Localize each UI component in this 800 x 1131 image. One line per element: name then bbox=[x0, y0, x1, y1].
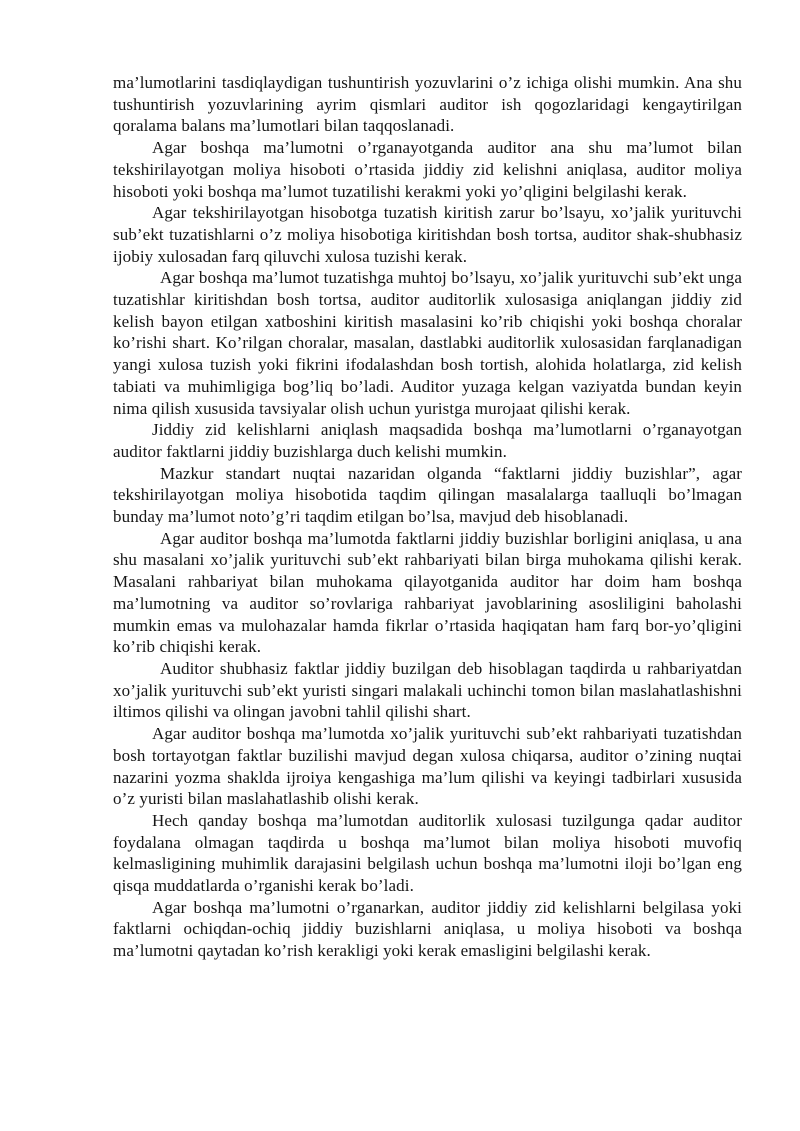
paragraph-7: Agar auditor boshqa ma’lumotda faktlarni jiddiy buzishlar borligini aniqlasa, u ana shu masalani xo’jalik yurituvchi sub’ekt rahbariyati bilan birga muhokama qilishi kerak. Masalani rahbariyat bilan muhokama qilayotganida auditor har doim ham boshqa ma’lumotning va auditor so’rovlariga rahbariyat javoblarining asosliligini baholashi mumkin emas va mulohazalar hamda fikrlar o’rtasida haqiqatan ham farq bor-yo’qligini ko’rib chiqishi kerak. bbox=[113, 528, 742, 657]
paragraph-11: Agar boshqa ma’lumotni o’rganarkan, auditor jiddiy zid kelishlarni belgilasa yoki faktlarni ochiqdan-ochiq jiddiy buzishlarni aniqlasa, u moliya hisoboti va boshqa ma’lumotni qaytadan ko’rish kerakligi yoki kerak emasligini belgilashi kerak. bbox=[113, 897, 742, 961]
paragraph-6: Mazkur standart nuqtai nazaridan olganda “faktlarni jiddiy buzishlar”, agar tekshirilayotgan moliya hisobotida taqdim qilingan masalalarga taalluqli bo’lmagan bunday ma’lumot noto’g’ri taqdim etilgan bo’lsa, mavjud deb hisoblanadi. bbox=[113, 463, 742, 527]
paragraph-10: Hech qanday boshqa ma’lumotdan auditorlik xulosasi tuzilgunga qadar auditor foydalana olmagan taqdirda u boshqa ma’lumot bilan moliya hisoboti muvofiq kelmasligining muhimlik darajasini belgilash uchun boshqa ma’lumotni iloji bo’lgan eng qisqa muddatlarda o’rganishi kerak bo’ladi. bbox=[113, 810, 742, 896]
paragraph-2: Agar boshqa ma’lumotni o’rganayotganda auditor ana shu ma’lumot bilan tekshirilayotgan moliya hisoboti o’rtasida jiddiy zid kelishni aniqlasa, auditor moliya hisoboti yoki boshqa ma’lumot tuzatilishi kerakmi yoki yo’qligini belgilashi kerak. bbox=[113, 138, 742, 201]
paragraph-1: ma’lumotlarini tasdiqlaydigan tushuntirish yozuvlarini o’z ichiga olishi mumkin. Ana shu tushuntirish yozuvlarining ayrim qismlari auditor ish qogozlaridagi kengaytirilgan qoralama balans ma’lumotlari bilan taqqoslanadi. bbox=[113, 73, 742, 136]
paragraph-8: Auditor shubhasiz faktlar jiddiy buzilgan deb hisoblagan taqdirda u rahbariyatdan xo’jalik yurituvchi sub’ekt yuristi singari malakali uchinchi tomon bilan maslahatlashishni iltimos qilishi va olingan javobni tahlil qilishi shart. bbox=[113, 658, 742, 722]
paragraph-5: Jiddiy zid kelishlarni aniqlash maqsadida boshqa ma’lumotlarni o’rganayotgan auditor faktlarni jiddiy buzishlarga duch kelishi mumkin. bbox=[113, 420, 742, 461]
paragraph-4: Agar boshqa ma’lumot tuzatishga muhtoj bo’lsayu, xo’jalik yurituvchi sub’ekt unga tuzatishlar kiritishdan bosh tortsa, auditor auditorlik xulosasiga aniqlangan jiddiy zid kelish bayon etilgan xatboshini kiritish masalasini ko’rib chiqishi yoki boshqa choralar ko’rishi shart. Ko’rilgan choralar, masalan, dastlabki auditorlik xulosasidan farqlanadigan yangi xulosa tuzish yoki fikrini ifodalashdan bosh tortish, alohida holatlarga, zid kelish tabiati va muhimligiga bog’liq bo’ladi. Auditor yuzaga kelgan vaziyatda bundan keyin nima qilish xususida tavsiyalar olish uchun yuristga murojaat qilishi kerak. bbox=[113, 268, 742, 418]
paragraph-9: Agar auditor boshqa ma’lumotda xo’jalik yurituvchi sub’ekt rahbariyati tuzatishdan bosh tortayotgan faktlar buzilishi mavjud degan xulosa chiqarsa, auditor o’zining nuqtai nazarini yozma shaklda ijroiya kengashiga ma’lum qilishi va keyingi tadbirlari xususida o’z yuristi bilan maslahatlashib olishi kerak. bbox=[113, 724, 742, 809]
paragraph-3: Agar tekshirilayotgan hisobotga tuzatish kiritish zarur bo’lsayu, xo’jalik yurituvchi sub’ekt tuzatishlarni o’z moliya hisobotiga kiritishdan bosh tortsa, auditor shak-shubhasiz ijobiy xulosadan farq qiluvchi xulosa tuzishi kerak. bbox=[113, 203, 742, 266]
document-text bbox=[113, 72, 742, 962]
